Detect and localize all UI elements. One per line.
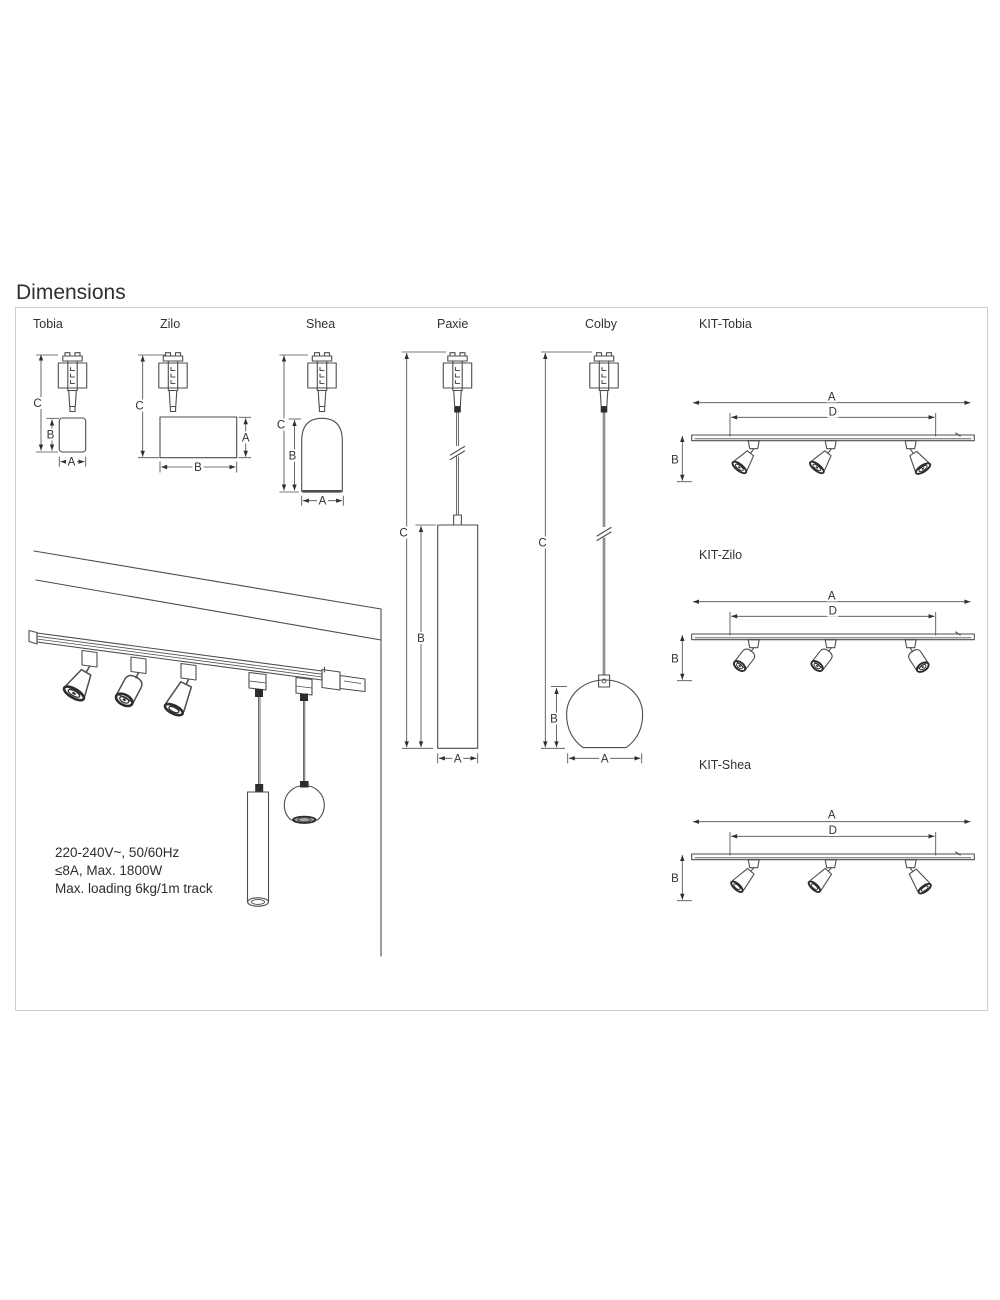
- zilo-drawing: [134, 353, 251, 474]
- kit-shea-dim-d: D: [828, 824, 837, 837]
- product-label-paxie: Paxie: [437, 317, 469, 331]
- colby-drawing: [537, 352, 643, 765]
- perspective-colby-pendant: [284, 678, 324, 823]
- spec-line-power: ≤8A, Max. 1800W: [55, 863, 163, 878]
- kit-zilo-dim-d: D: [828, 605, 837, 618]
- paxie-drawing: [398, 352, 478, 765]
- spec-line-voltage: 220-240V~, 50/60Hz: [55, 845, 180, 860]
- kit-zilo-dim-b: B: [671, 653, 679, 666]
- kit-shea-dim-b: B: [671, 873, 679, 885]
- kit-zilo-dim-a: A: [827, 590, 836, 603]
- kit-label-shea: KIT-Shea: [699, 758, 752, 772]
- perspective-spot1-mount: [82, 651, 97, 668]
- kit-label-zilo: KIT-Zilo: [699, 548, 743, 562]
- product-label-zilo: Zilo: [160, 317, 181, 331]
- product-label-shea: Shea: [306, 317, 336, 331]
- colby-dim-a: A: [600, 753, 609, 766]
- paxie-dim-b: B: [417, 633, 425, 645]
- kit-tobia-dim-a: A: [827, 391, 836, 404]
- installation-perspective-drawing: [29, 551, 381, 956]
- kit-tobia-dim-d: D: [828, 406, 837, 419]
- shea-drawing: [276, 353, 344, 508]
- page-title: Dimensions: [16, 281, 126, 304]
- kit-tobia-dim-b: B: [671, 454, 679, 467]
- tobia-dim-a: A: [67, 456, 76, 469]
- tobia-drawing: [32, 353, 87, 469]
- colby-dim-c: C: [538, 537, 547, 550]
- colby-dim-b: B: [550, 713, 558, 726]
- zilo-dim-a: A: [241, 432, 250, 445]
- paxie-dim-c: C: [399, 527, 408, 540]
- shea-dim-b: B: [288, 450, 297, 463]
- shea-dim-c: C: [276, 419, 286, 432]
- zilo-dim-c: C: [135, 400, 144, 413]
- perspective-spot3-mount: [181, 664, 196, 681]
- product-label-tobia: Tobia: [33, 317, 63, 331]
- spec-line-loading: Max. loading 6kg/1m track: [55, 881, 213, 896]
- tobia-dim-c: C: [33, 398, 42, 410]
- perspective-paxie-pendant: [248, 673, 269, 907]
- perspective-spot2-mount: [131, 657, 146, 674]
- product-label-colby: Colby: [585, 317, 617, 331]
- tobia-dim-b: B: [46, 429, 55, 442]
- kit-shea-drawing: [670, 809, 975, 901]
- paxie-dim-a: A: [453, 753, 462, 766]
- kit-label-tobia: KIT-Tobia: [699, 317, 752, 331]
- kit-shea-dim-a: A: [827, 809, 836, 822]
- zilo-dim-b: B: [194, 462, 202, 474]
- shea-dim-a: A: [318, 495, 327, 508]
- kit-tobia-drawing: [670, 391, 975, 482]
- kit-zilo-drawing: [670, 590, 975, 681]
